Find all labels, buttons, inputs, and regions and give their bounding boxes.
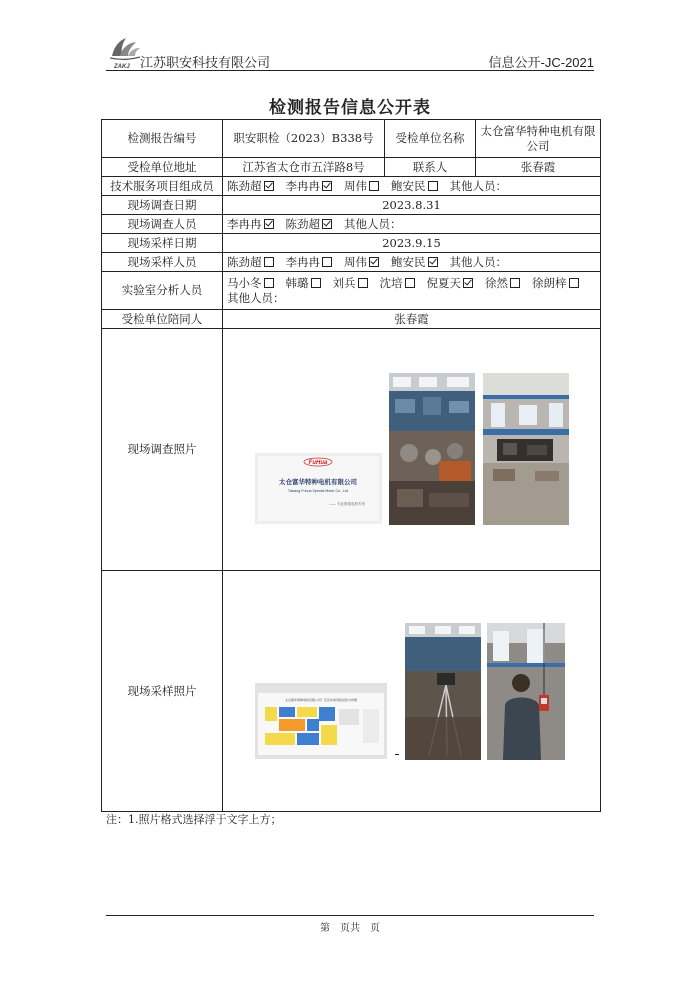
survey-staff-label: 现场调查人员 bbox=[102, 215, 223, 234]
staff-entry bbox=[427, 276, 478, 290]
workshop-photo bbox=[389, 373, 475, 525]
survey-staff bbox=[223, 215, 601, 234]
unit-name-value: 太仓富华特种电机有限公司 bbox=[476, 120, 601, 158]
page-footer: 第 页共 页 bbox=[320, 923, 380, 934]
checked-checkbox-icon bbox=[428, 257, 438, 267]
staff-entry bbox=[286, 276, 325, 290]
staff-entry bbox=[286, 217, 337, 231]
table-row bbox=[102, 253, 601, 272]
staff-name: 陈劲超 bbox=[227, 254, 262, 269]
company-logo bbox=[106, 34, 142, 70]
header-divider bbox=[106, 70, 594, 71]
staff-name: 陈劲超 bbox=[227, 178, 262, 193]
map-title-text: 太仓富华特种电机有限公司厂区及车间风险四色分布图 bbox=[284, 698, 358, 702]
escort-value: 张春霞 bbox=[223, 310, 601, 329]
table-row bbox=[102, 120, 601, 158]
staff-entry bbox=[227, 255, 278, 269]
checked-checkbox-icon bbox=[322, 181, 332, 191]
checked-checkbox-icon bbox=[369, 257, 379, 267]
staff-name: 徐朗梓 bbox=[532, 275, 567, 290]
lab-other: 其他人员： bbox=[227, 290, 285, 305]
staff-entry bbox=[344, 255, 383, 269]
escort-label: 受检单位陪同人 bbox=[102, 310, 223, 329]
unchecked-checkbox-icon bbox=[369, 181, 379, 191]
footnote: 注：1.照片格式选择浮于文字上方； bbox=[106, 813, 282, 826]
staff-name: 鲍安民 bbox=[391, 254, 426, 269]
report-number-label: 检测报告编号 bbox=[102, 120, 223, 158]
staff-entry bbox=[380, 276, 419, 290]
unchecked-checkbox-icon bbox=[428, 181, 438, 191]
staff-entry bbox=[227, 217, 278, 231]
sampling-photos-label: 现场采样照片 bbox=[102, 571, 223, 812]
sampling-staff-label: 现场采样人员 bbox=[102, 253, 223, 272]
card-slogan-text: —— 专业制造电机专家 bbox=[328, 502, 366, 506]
staff-entry bbox=[227, 276, 278, 290]
unchecked-checkbox-icon bbox=[311, 278, 321, 288]
sampling-date-label: 现场采样日期 bbox=[102, 234, 223, 253]
checked-checkbox-icon bbox=[322, 219, 332, 229]
staff-name: 刘兵 bbox=[332, 275, 356, 290]
table-row bbox=[102, 234, 601, 253]
staff-entry bbox=[333, 276, 372, 290]
address-label: 受检单位地址 bbox=[102, 158, 223, 177]
unchecked-checkbox-icon bbox=[569, 278, 579, 288]
unchecked-checkbox-icon bbox=[322, 257, 332, 267]
team-members bbox=[223, 177, 601, 196]
page-header bbox=[106, 34, 594, 70]
operator-photo bbox=[487, 623, 565, 760]
card-company-text: 太仓富华特种电机有限公司 bbox=[279, 478, 357, 486]
business-card-photo bbox=[255, 453, 382, 524]
sampling-other: 其他人员： bbox=[449, 254, 507, 269]
staff-entry bbox=[344, 179, 383, 193]
staff-entry bbox=[532, 276, 583, 290]
company-name: 江苏职安科技有限公司 bbox=[140, 55, 271, 70]
staff-name: 李冉冉 bbox=[285, 178, 320, 193]
staff-name: 马小冬 bbox=[227, 275, 262, 290]
table-row bbox=[102, 196, 601, 215]
contact-label: 联系人 bbox=[385, 158, 476, 177]
staff-entry bbox=[227, 179, 278, 193]
staff-name: 李冉冉 bbox=[285, 254, 320, 269]
table-row bbox=[102, 310, 601, 329]
staff-name: 鲍安民 bbox=[391, 178, 426, 193]
lab-staff-label: 实验室分析人员 bbox=[102, 272, 223, 310]
team-other: 其他人员： bbox=[449, 178, 507, 193]
table-row bbox=[102, 177, 601, 196]
document-number: 信息公开-JC-2021 bbox=[488, 55, 594, 70]
sampling-instrument-photo bbox=[405, 623, 481, 760]
staff-name: 韩璐 bbox=[285, 275, 309, 290]
staff-name: 李冉冉 bbox=[227, 216, 262, 231]
survey-date-label: 现场调查日期 bbox=[102, 196, 223, 215]
sampling-photos bbox=[223, 571, 601, 812]
team-label: 技术服务项目组成员 bbox=[102, 177, 223, 196]
checked-checkbox-icon bbox=[463, 278, 473, 288]
table-row bbox=[102, 215, 601, 234]
table-row bbox=[102, 329, 601, 571]
card-english-text: Taicang Fuhua Special Motor Co., Ltd bbox=[287, 489, 349, 493]
checked-checkbox-icon bbox=[264, 181, 274, 191]
survey-date-value: 2023.8.31 bbox=[223, 196, 601, 215]
table-row bbox=[102, 158, 601, 177]
unit-name-label: 受检单位名称 bbox=[385, 120, 476, 158]
staff-name: 陈劲超 bbox=[285, 216, 320, 231]
contact-value: 张春霞 bbox=[476, 158, 601, 177]
address-value: 江苏省太仓市五洋路8号 bbox=[223, 158, 385, 177]
lab-staff bbox=[223, 272, 601, 310]
dash-mark bbox=[395, 754, 399, 755]
survey-other: 其他人员： bbox=[344, 216, 402, 231]
staff-entry bbox=[391, 255, 442, 269]
unchecked-checkbox-icon bbox=[264, 278, 274, 288]
risk-map-photo bbox=[255, 683, 387, 759]
card-logo-text: FuHua bbox=[308, 460, 328, 466]
sampling-staff bbox=[223, 253, 601, 272]
staff-name: 周伟 bbox=[344, 178, 367, 193]
footer-divider bbox=[106, 915, 594, 916]
staff-entry bbox=[286, 255, 337, 269]
staff-name: 倪夏天 bbox=[426, 275, 461, 290]
table-row bbox=[102, 272, 601, 310]
staff-entry bbox=[286, 179, 337, 193]
unchecked-checkbox-icon bbox=[510, 278, 520, 288]
workshop-photo bbox=[483, 373, 569, 525]
checked-checkbox-icon bbox=[264, 219, 274, 229]
unchecked-checkbox-icon bbox=[358, 278, 368, 288]
survey-photos-label: 现场调查照片 bbox=[102, 329, 223, 571]
staff-entry bbox=[391, 179, 442, 193]
report-number-value: 职安职检（2023）B338号 bbox=[223, 120, 385, 158]
survey-photos bbox=[223, 329, 601, 571]
staff-name: 周伟 bbox=[344, 254, 367, 269]
staff-entry bbox=[485, 276, 524, 290]
sampling-date-value: 2023.9.15 bbox=[223, 234, 601, 253]
logo-text: ZAKJ bbox=[114, 64, 130, 70]
table-row bbox=[102, 571, 601, 812]
page-title: 检测报告信息公开表 bbox=[269, 98, 431, 118]
unchecked-checkbox-icon bbox=[405, 278, 415, 288]
staff-name: 沈培 bbox=[379, 275, 403, 290]
staff-name: 徐然 bbox=[485, 275, 508, 290]
report-table bbox=[101, 119, 601, 812]
unchecked-checkbox-icon bbox=[264, 257, 274, 267]
